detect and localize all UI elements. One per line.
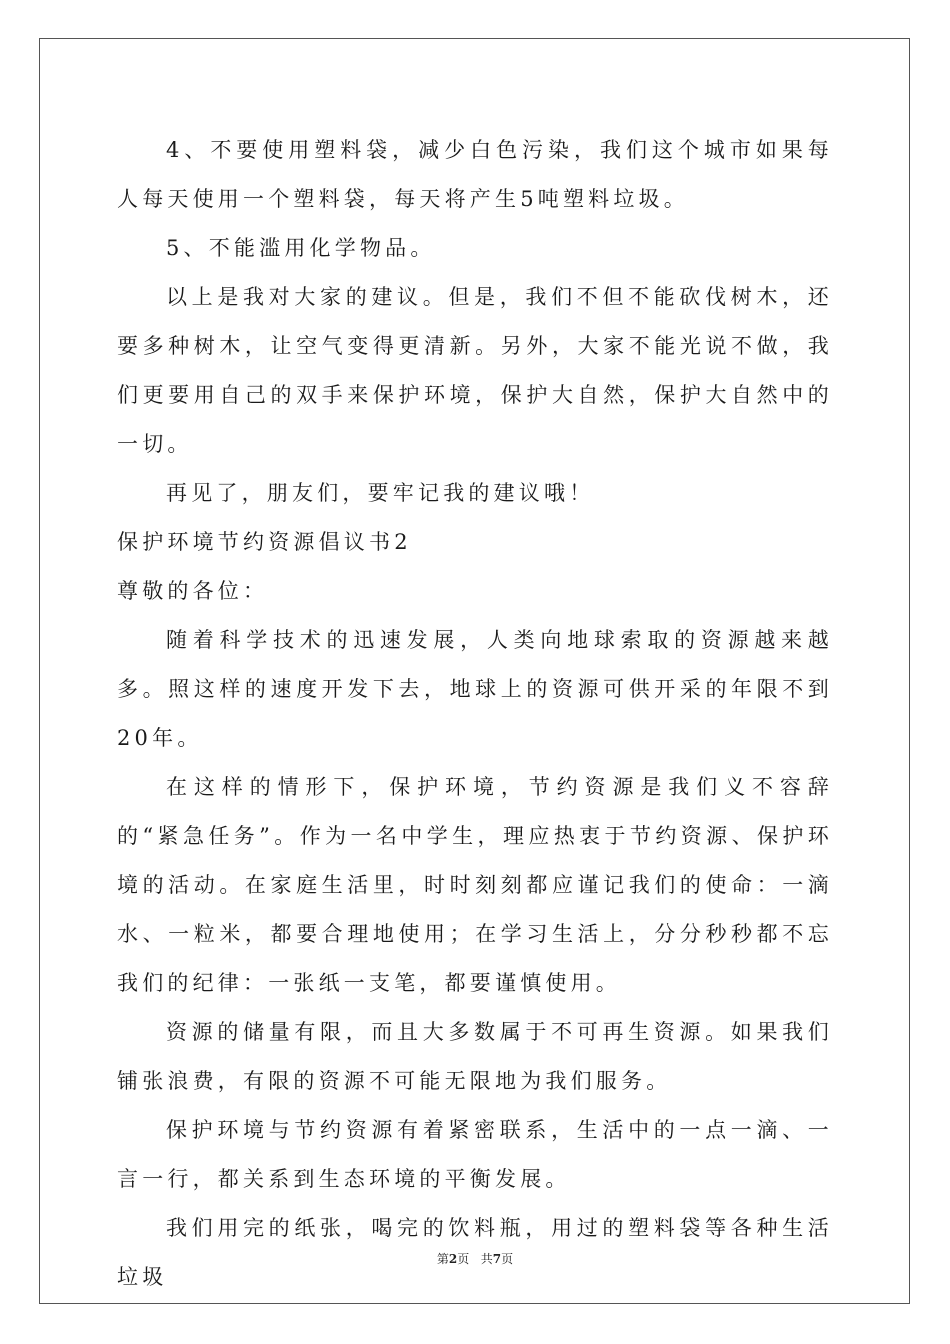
section-title: 保护环境节约资源倡议书2 <box>117 530 412 554</box>
total-prefix: 共 <box>480 1252 493 1266</box>
paragraph-urgent-task: 在这样的情形下，保护环境，节约资源是我们义不容辞的“紧急任务”。作为一名中学生，理应热衷于节约资源、保护环境的活动。在家庭生活里，时时刻刻都应谨记我们的使命：一滴水、一粒米，都要合理地使用；在学习生活上，分分秒秒都不忘我们的纪律：一张纸一支笔，都要谨慎使用。 <box>117 775 833 995</box>
paragraph-summary: 以上是我对大家的建议。但是，我们不但不能砍伐树木，还要多种树木，让空气变得更清新。另外，大家不能光说不做，我们更要用自己的双手来保护环境，保护大自然，保护大自然中的一切。 <box>117 285 833 456</box>
page-prefix: 第 <box>436 1252 449 1266</box>
paragraph-farewell: 再见了，朋友们，要牢记我的建议哦！ <box>166 481 595 505</box>
salutation: 尊敬的各位： <box>117 579 269 603</box>
document-body <box>117 126 833 1302</box>
paragraph-suggestion-4: 4、不要使用塑料袋，减少白色污染，我们这个城市如果每人每天使用一个塑料袋，每天将产生5吨塑料垃圾。 <box>117 138 833 211</box>
total-pages: 7 <box>492 1252 502 1266</box>
paragraph-limited-resources: 资源的储量有限，而且大多数属于不可再生资源。如果我们铺张浪费，有限的资源不可能无限地为我们服务。 <box>117 1020 833 1093</box>
page-footer <box>0 1251 950 1267</box>
page-suffix: 页 <box>457 1252 470 1266</box>
paragraph-suggestion-5: 5、不能滥用化学物品。 <box>166 236 436 260</box>
page-number: 2 <box>448 1252 458 1266</box>
paragraph-resources-intro: 随着科学技术的迅速发展，人类向地球索取的资源越来越多。照这样的速度开发下去，地球上的资源可供开采的年限不到20年。 <box>117 628 833 750</box>
total-suffix: 页 <box>501 1252 514 1266</box>
paragraph-connection: 保护环境与节约资源有着紧密联系，生活中的一点一滴、一言一行，都关系到生态环境的平衡发展。 <box>117 1118 833 1191</box>
paragraph-waste: 我们用完的纸张，喝完的饮料瓶，用过的塑料袋等各种生活垃圾 <box>117 1216 833 1289</box>
